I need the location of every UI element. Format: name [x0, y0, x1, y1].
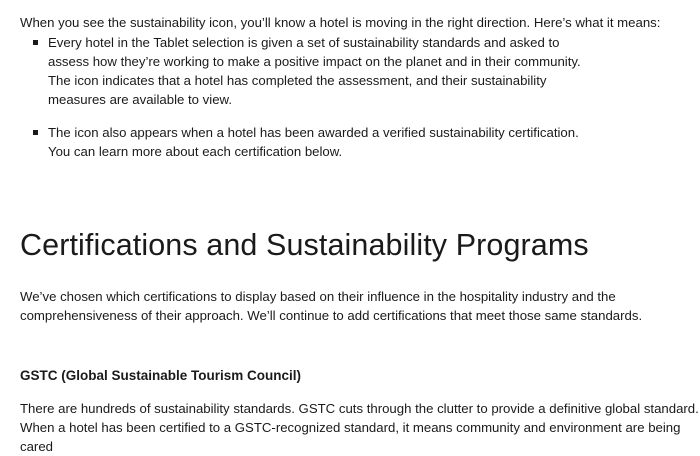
bullet-text: The icon also appears when a hotel has been awarded a verified sustainability certification. You can learn more about each certification below. — [48, 125, 579, 159]
bullet-item — [20, 123, 600, 161]
bullet-item — [20, 33, 600, 109]
bullet-text: Every hotel in the Tablet selection is given a set of sustainability standards and asked to assess how they’re working to make a positive impact on the planet and in their community. The icon indicates that a hotel has completed the assessment, and their sustainability measures are available to view. — [48, 35, 581, 107]
section-heading: Certifications and Sustainability Programs — [20, 228, 589, 262]
intro-text: When you see the sustainability icon, you’ll know a hotel is moving in the right direction. Here’s what it means: — [20, 15, 661, 31]
gstc-heading: GSTC (Global Sustainable Tourism Council) — [20, 368, 302, 383]
section-description: We’ve chosen which certifications to display based on their influence in the hospitality industry and the comprehensiveness of their approach. We’ll continue to add certifications that meet those same standards. — [20, 289, 643, 323]
bullet-icon — [33, 40, 38, 45]
gstc-description: There are hundreds of sustainability standards. GSTC cuts through the clutter to provide a definitive global standard. When a hotel has been certified to a GSTC-recognized standard, it means community and environment are being cared — [20, 401, 699, 454]
bullet-icon — [33, 130, 38, 135]
sustainability-bullet-list — [20, 33, 600, 175]
